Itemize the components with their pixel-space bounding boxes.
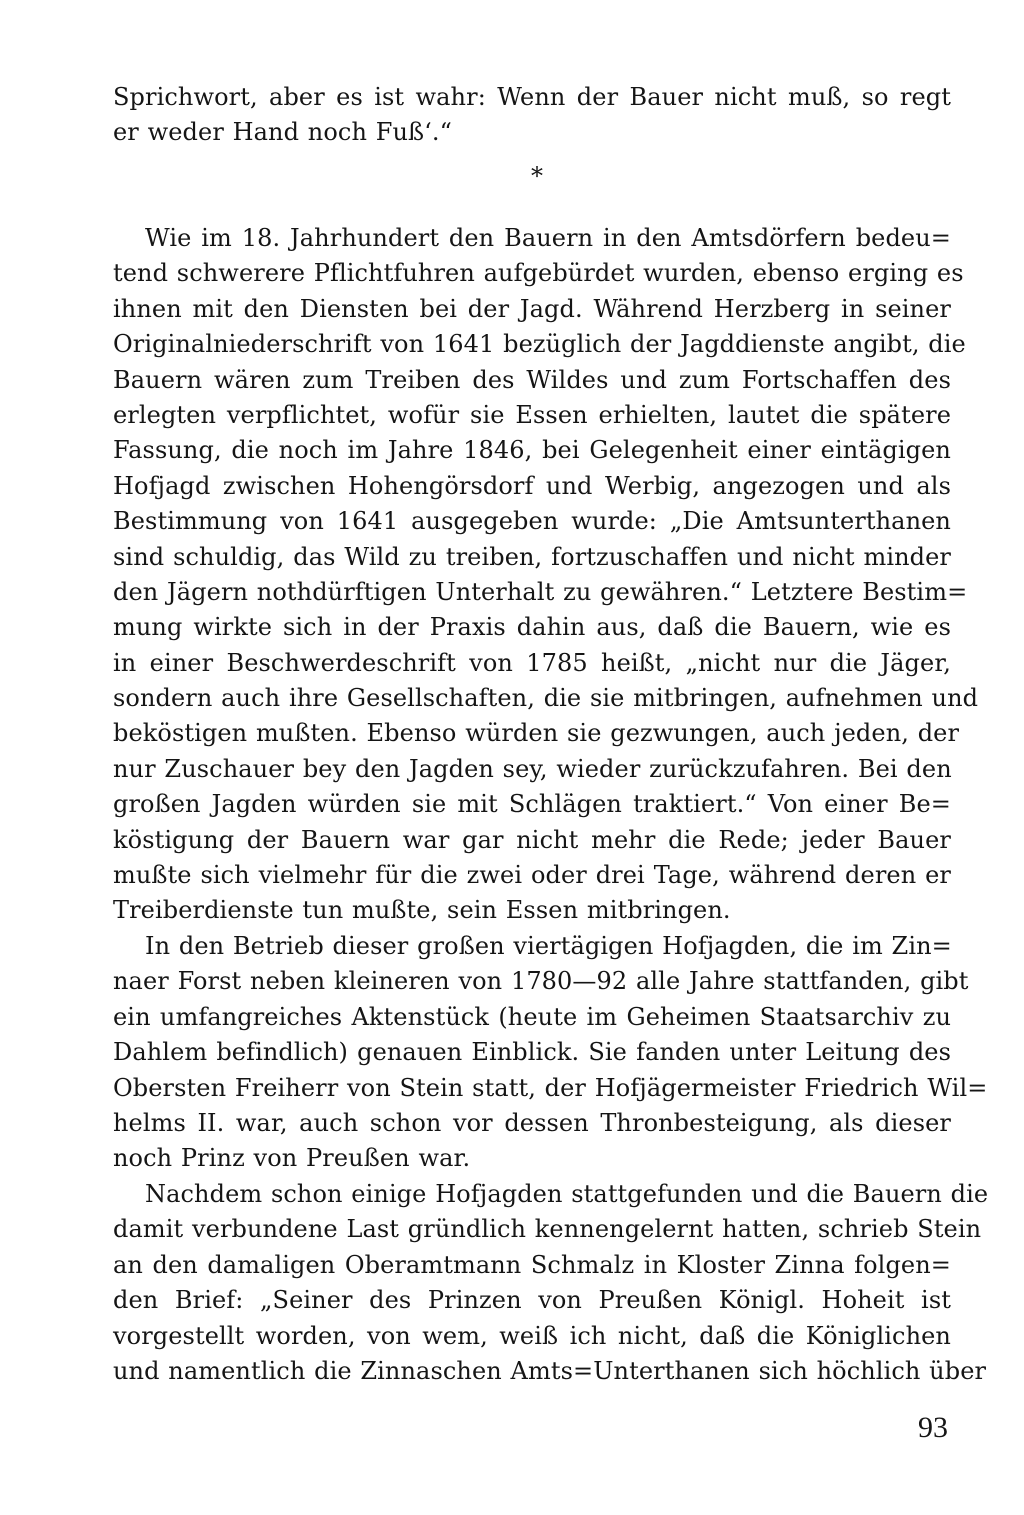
paragraph-4: [113, 1177, 989, 1389]
text-line: Fassung, die noch im Jahre 1846, bei Gelegenheit einer eintägigen: [113, 436, 951, 465]
text-line: sondern auch ihre Gesellschaften, die sie mitbringen, aufnehmen und: [113, 684, 979, 713]
text-line: Originalniederschrift von 1641 bezüglich der Jagddienste angibt, die: [113, 330, 966, 359]
text-line: Dahlem befindlich) genauen Einblick. Sie fanden unter Leitung des: [113, 1038, 951, 1067]
text-line: Bauern wären zum Treiben des Wildes und zum Fortschaffen des: [113, 365, 951, 394]
text-line: Sprichwort, aber es ist wahr: Wenn der Bauer nicht muß, so regt: [113, 83, 951, 111]
text-line: Obersten Freiherr von Stein statt, der Hofjägermeister Friedrich Wil=: [113, 1073, 988, 1102]
text-line: ihnen mit den Diensten bei der Jagd. Während Herzberg in seiner: [113, 294, 951, 323]
text-line: sind schuldig, das Wild zu treiben, fortzuschaffen und nicht minder: [113, 542, 951, 571]
text-line: noch Prinz von Preußen war.: [113, 1144, 471, 1173]
text-line: er weder Hand noch Fuß‘.“: [113, 118, 453, 147]
text-line: erlegten verpflichtet, wofür sie Essen erhielten, lautet die spätere: [113, 400, 951, 429]
text-line: nur Zuschauer bey den Jagden sey, wieder zurückzufahren. Bei den: [113, 754, 952, 783]
text-line: In den Betrieb dieser großen viertägigen Hofjagden, die im Zin=: [145, 932, 952, 960]
text-line: Bestimmung von 1641 ausgegeben wurde: „Die Amtsunterthanen: [113, 507, 951, 536]
text-line: naer Forst neben kleineren von 1780—92 alle Jahre stattfanden, gibt: [113, 967, 969, 996]
text-line: und namentlich die Zinnaschen Amts=Unterthanen sich höchlich über: [113, 1356, 987, 1385]
paragraph-2: [113, 221, 979, 929]
text-line: damit verbundene Last gründlich kennengelernt hatten, schrieb Stein: [113, 1215, 982, 1244]
text-line: Treiberdienste tun mußte, sein Essen mitbringen.: [113, 896, 731, 925]
text-line: ein umfangreiches Aktenstück (heute im Geheimen Staatsarchiv zu: [113, 1002, 951, 1031]
text-line: vorgestellt worden, von wem, weiß ich nicht, daß die Königlichen: [113, 1321, 951, 1350]
text-line: mußte sich vielmehr für die zwei oder drei Tage, während deren er: [113, 861, 951, 890]
paragraph-3: [113, 929, 988, 1177]
text-line: helms II. war, auch schon vor dessen Thronbesteigung, als dieser: [113, 1108, 951, 1137]
text-line: den Brief: „Seiner des Prinzen von Preußen Königl. Hoheit ist: [113, 1286, 951, 1315]
text-line: an den damaligen Oberamtmann Schmalz in Kloster Zinna folgen=: [113, 1250, 951, 1279]
text-line: tend schwerere Pflichtfuhren aufgebürdet wurden, ebenso erging es: [113, 259, 964, 288]
text-line: Hofjagd zwischen Hohengörsdorf und Werbig, angezogen und als: [113, 471, 951, 500]
text-line: Nachdem schon einige Hofjagden stattgefunden und die Bauern die: [145, 1180, 989, 1208]
text-line: in einer Beschwerdeschrift von 1785 heißt, „nicht nur die Jäger,: [113, 648, 951, 677]
text-line: den Jägern nothdürftigen Unterhalt zu gewähren.“ Letztere Bestim=: [113, 577, 968, 606]
paragraph-1: [113, 80, 951, 151]
section-separator: *: [531, 162, 543, 190]
page-number: 93: [918, 1411, 948, 1444]
text-line: mung wirkte sich in der Praxis dahin aus, daß die Bauern, wie es: [113, 613, 951, 642]
text-line: köstigung der Bauern war gar nicht mehr die Rede; jeder Bauer: [113, 825, 951, 854]
text-line: großen Jagden würden sie mit Schlägen traktiert.“ Von einer Be=: [113, 790, 951, 819]
text-line: Wie im 18. Jahrhundert den Bauern in den Amtsdörfern bedeu=: [145, 224, 951, 252]
text-line: beköstigen mußten. Ebenso würden sie gezwungen, auch jeden, der: [113, 719, 960, 748]
